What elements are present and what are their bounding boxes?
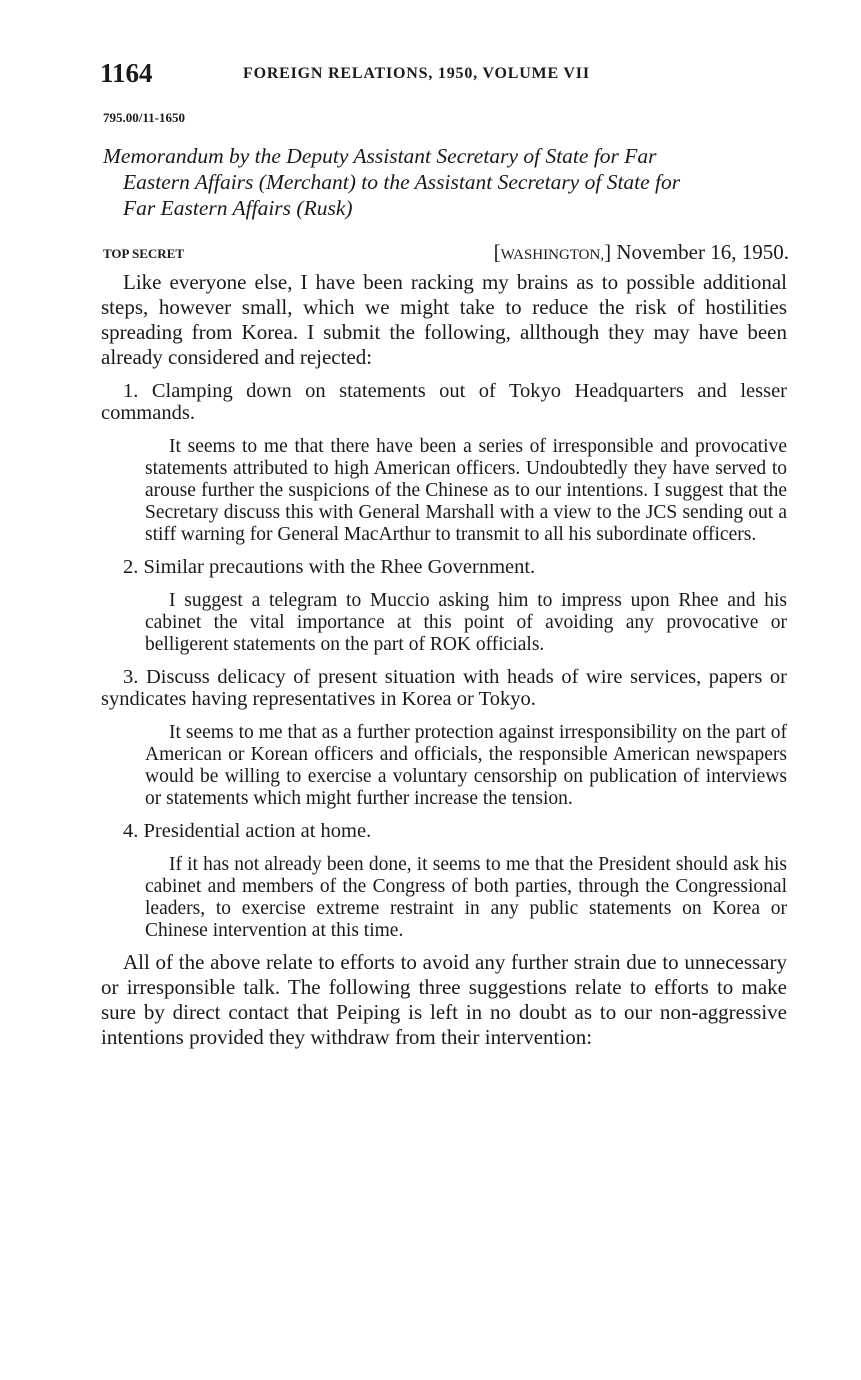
place: WASHINGTON,: [500, 247, 605, 263]
item-note: It seems to me that as a further protection against irresponsibility on the part of American or Korean officers and officials, the responsible American newspapers would be willing to exercise a voluntary censorship on publication of interviews or statements which might further increase the tension.: [145, 722, 787, 809]
item-heading: 2. Similar precautions with the Rhee Government.: [123, 556, 536, 578]
closing-paragraph: All of the above relate to efforts to avoid any further strain due to unnecessary or irresponsible talk. The following three suggestions relate to efforts to make sure by direct contact that Peiping is left in no doubt as to our non-aggressive intentions provided they withdraw from their intervention:: [101, 950, 787, 1049]
running-head: FOREIGN RELATIONS, 1950, VOLUME VII: [243, 65, 590, 82]
item-note: I suggest a telegram to Muccio asking him to impress upon Rhee and his cabinet the vital importance at this point of avoiding any provocative or belligerent statements on the part of ROK officials.: [145, 590, 787, 655]
file-reference: 795.00/11-1650: [103, 110, 185, 125]
document-body: [101, 270, 787, 1050]
document-title: [103, 143, 793, 221]
title-line: Eastern Affairs (Merchant) to the Assistant Secretary of State for: [123, 170, 681, 194]
item-heading: 4. Presidential action at home.: [123, 820, 372, 842]
page-number: 1164: [100, 58, 153, 88]
dateline: [103, 240, 789, 266]
item-heading: 3. Discuss delicacy of present situation with heads of wire services, papers or syndicates having representatives in Korea or Tokyo.: [101, 666, 787, 710]
item-note: It seems to me that there have been a series of irresponsible and provocative statements attributed to high American officers. Undoubtedly they have served to arouse further the suspicions of the Chinese as to our intentions. I suggest that the Secretary discuss this with General Marshall with a view to the JCS sending out a stiff warning for General MacArthur to transmit to all his subordinate officers.: [145, 436, 787, 545]
item-note: If it has not already been done, it seems to me that the President should ask his cabinet and members of the Congress of both parties, through the Congressional leaders, to exercise extreme restraint in any public statements on Korea or Chinese intervention at this time.: [145, 854, 787, 941]
intro-paragraph: Like everyone else, I have been racking my brains as to possible additional steps, however small, which we might take to reduce the risk of hostilities spreading from Korea. I submit the following, allthough they may have been already considered and rejected:: [101, 270, 787, 369]
item-heading: 1. Clamping down on statements out of Tokyo Headquarters and lesser commands.: [101, 380, 787, 424]
date: November 16, 1950.: [616, 240, 789, 264]
place-date: [WASHINGTON,] November 16, 1950.: [493, 240, 789, 264]
title-line: Far Eastern Affairs (Rusk): [123, 196, 353, 220]
classification-label: TOP SECRET: [103, 246, 185, 261]
page-header: [100, 58, 790, 92]
title-line: Memorandum by the Deputy Assistant Secretary of State for Far: [103, 144, 657, 168]
